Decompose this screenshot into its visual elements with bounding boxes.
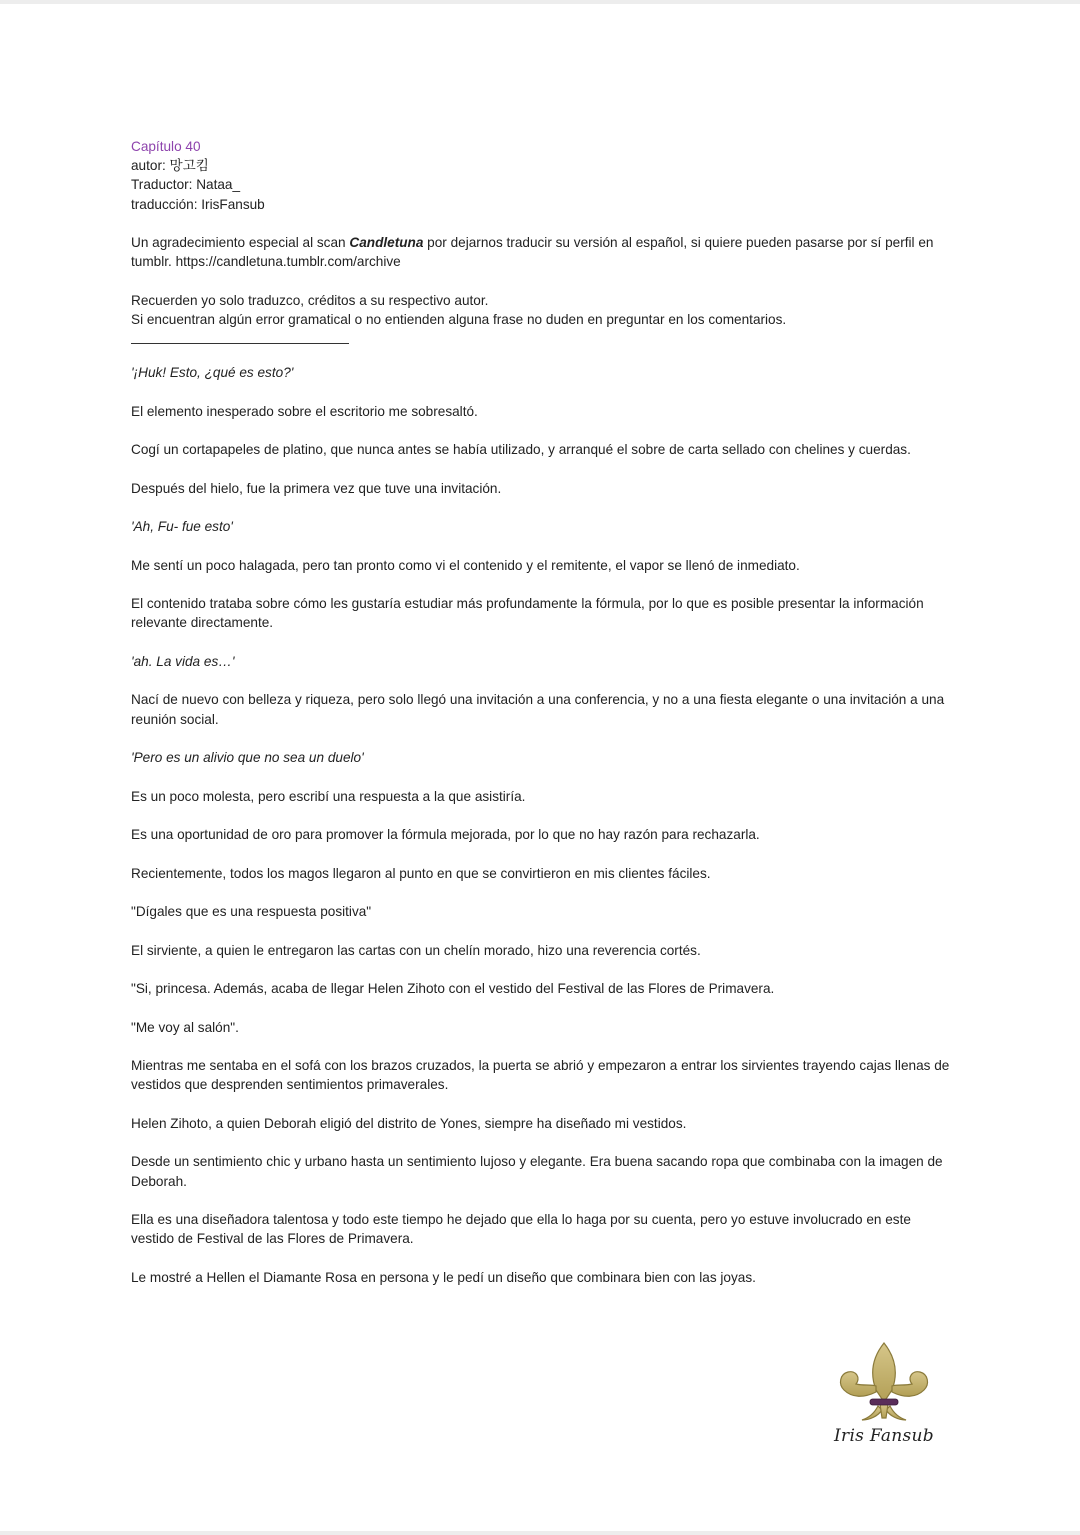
separator-line xyxy=(131,343,349,344)
story-paragraph: Después del hielo, fue la primera vez que tuve una invitación. xyxy=(131,480,502,496)
notes-block xyxy=(131,291,951,329)
author-line: autor: 망고킴 xyxy=(131,158,209,174)
story-paragraph: El sirviente, a quien le entregaron las cartas con un chelín morado, hizo una reverencia cortés. xyxy=(131,942,701,958)
story-paragraph: 'Ah, Fu- fue esto' xyxy=(131,519,233,535)
story-paragraph: El contenido trataba sobre cómo les gustaría estudiar más profundamente la fórmula, por lo que es posible presentar la información relevante directamente. xyxy=(131,596,924,631)
story-paragraph: Le mostré a Hellen el Diamante Rosa en persona y le pedí un diseño que combinara bien con las joyas. xyxy=(131,1269,756,1285)
story-paragraph: 'ah. La vida es…' xyxy=(131,653,235,669)
story-paragraph: Mientras me sentaba en el sofá con los brazos cruzados, la puerta se abrió y empezaron a entrar los sirvientes trayendo cajas llenas de vestidos que desprenden sentimientos primaverales. xyxy=(131,1058,950,1093)
document-content xyxy=(131,137,951,1287)
notes-line-2: Si encuentran algún error gramatical o no entienden alguna frase no duden en preguntar en los comentarios. xyxy=(131,312,787,328)
scan-name: Candletuna xyxy=(349,235,424,251)
thanks-suffix: por dejarnos traducir su versión al español, si quiere pueden pasarse por sí perfil en tumblr. https://candletuna.tumblr.com/archive xyxy=(131,235,934,270)
story-paragraph: Desde un sentimiento chic y urbano hasta un sentimiento lujoso y elegante. Era buena sacando ropa que combinaba con la imagen de Deborah. xyxy=(131,1154,943,1189)
thanks-paragraph xyxy=(131,233,951,271)
logo-signature: Iris Fansub xyxy=(834,1426,934,1446)
notes-line-1: Recuerden yo solo traduzco, créditos a su respectivo autor. xyxy=(131,292,489,308)
fleur-de-lis-icon xyxy=(834,1340,934,1426)
story-paragraph: Es un poco molesta, pero escribí una respuesta a la que asistiría. xyxy=(131,788,526,804)
story-paragraph: Cogí un cortapapeles de platino, que nunca antes se había utilizado, y arranqué el sobre de carta sellado con chelines y cuerdas. xyxy=(131,442,911,458)
story-paragraph: '¡Huk! Esto, ¿qué es esto?' xyxy=(131,365,294,381)
document-page xyxy=(0,4,1080,1531)
story-paragraph: Helen Zihoto, a quien Deborah eligió del distrito de Yones, siempre ha diseñado mi vestidos. xyxy=(131,1115,687,1131)
chapter-title: Capítulo 40 xyxy=(131,139,201,154)
story-paragraph: Nací de nuevo con belleza y riqueza, pero solo llegó una invitación a una conferencia, y no a una fiesta elegante o una invitación a una reunión social. xyxy=(131,692,945,727)
story-paragraph: 'Pero es un alivio que no sea un duelo' xyxy=(131,750,364,766)
iris-fansub-logo xyxy=(834,1340,934,1452)
story-paragraph: Me sentí un poco halagada, pero tan pronto como vi el contenido y el remitente, el vapor se llenó de inmediato. xyxy=(131,557,800,573)
story-paragraph: Es una oportunidad de oro para promover la fórmula mejorada, por lo que no hay razón para rechazarla. xyxy=(131,827,760,843)
story-body xyxy=(131,363,951,1287)
story-paragraph: Recientemente, todos los magos llegaron al punto en que se convirtieron en mis clientes fáciles. xyxy=(131,865,711,881)
story-paragraph: "Dígales que es una respuesta positiva" xyxy=(131,904,372,920)
story-paragraph: El elemento inesperado sobre el escritorio me sobresaltó. xyxy=(131,403,478,419)
translator-line: Traductor: Nataa_ xyxy=(131,177,241,193)
thanks-prefix: Un agradecimiento especial al scan xyxy=(131,235,350,251)
translation-line: traducción: IrisFansub xyxy=(131,196,265,212)
story-paragraph: "Si, princesa. Además, acaba de llegar Helen Zihoto con el vestido del Festival de las Flores de Primavera. xyxy=(131,981,775,997)
story-paragraph: Ella es una diseñadora talentosa y todo este tiempo he dejado que ella lo haga por su cuenta, pero yo estuve involucrado en este vestido de Festival de las Flores de Primavera. xyxy=(131,1212,911,1247)
story-paragraph: "Me voy al salón". xyxy=(131,1019,239,1035)
